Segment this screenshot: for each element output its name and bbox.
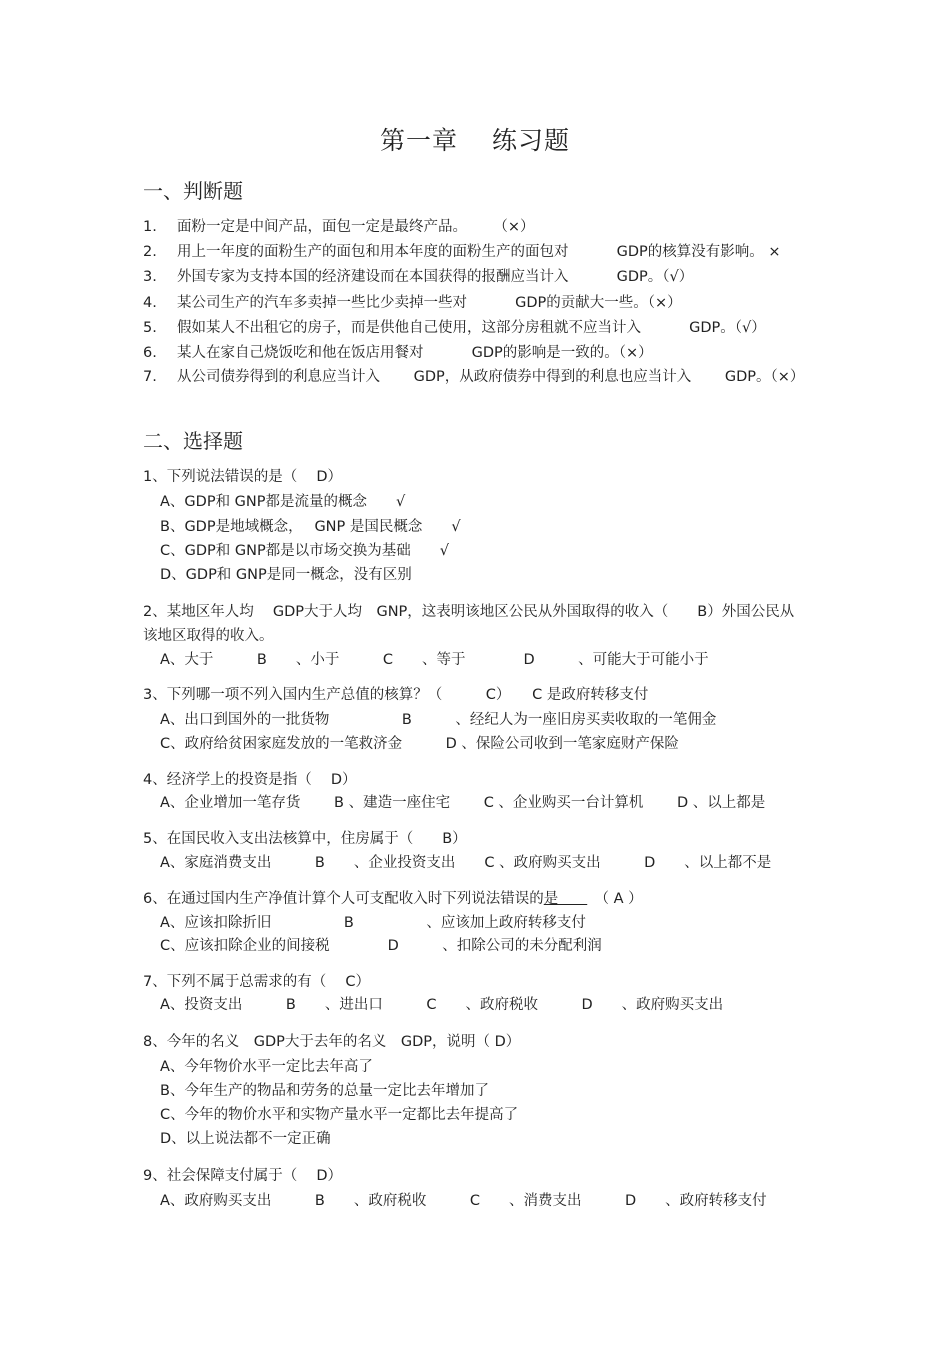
question-8: 8、今年的名义 GDP大于去年的名义 GDP，说明（ D） <box>143 1034 521 1050</box>
chapter-title <box>0 121 950 161</box>
question-6 <box>143 888 823 910</box>
judgement-item-5 <box>143 317 823 339</box>
question-6-options-cd: C、应该扣除企业的间接税 D 、扣除公司的未分配利润 <box>160 938 602 954</box>
item-number: 4. <box>143 295 157 311</box>
question-7-options: A、投资支出 B 、进出口 C 、政府税收 D 、政府购买支出 <box>160 997 724 1013</box>
question-9-options: A、政府购买支出 B 、政府税收 C 、消费支出 D 、政府转移支付 <box>160 1193 767 1209</box>
section-heading-judgement: 一、判断题 <box>143 179 243 203</box>
item-text: 某公司生产的汽车多卖掉一些比少卖掉一些对 GDP的贡献大一些。（×） <box>177 295 682 311</box>
item-number: 3. <box>143 269 157 285</box>
question-7: 7、下列不属于总需求的有（ C） <box>143 974 370 990</box>
question-1-option-b: B、GDP是地域概念， GNP 是国民概念 √ <box>160 519 461 535</box>
item-text: 外国专家为支持本国的经济建设而在本国获得的报酬应当计入 GDP。（√） <box>177 269 694 285</box>
item-number: 2. <box>143 244 157 260</box>
item-text: 某人在家自己烧饭吃和他在饭店用餐对 GDP的影响是一致的。（×） <box>177 345 653 361</box>
question-6-answer: （ A ） <box>587 891 643 907</box>
item-text: 面粉一定是中间产品，面包一定是最终产品。 （×） <box>177 219 535 235</box>
question-8-option-a: A、今年物价水平一定比去年高了 <box>160 1059 373 1075</box>
judgement-item-3 <box>143 266 823 288</box>
judgement-item-2 <box>143 241 823 263</box>
question-6-options-ab: A、应该扣除折旧 B 、应该加上政府转移支付 <box>160 915 586 931</box>
question-1-option-c: C、GDP和 GNP都是以市场交换为基础 √ <box>160 543 449 559</box>
question-3-options-ab: A、出口到国外的一批货物 B 、经纪人为一座旧房买卖收取的一笔佣金 <box>160 712 717 728</box>
question-1-option-d: D、GDP和 GNP是同一概念，没有区别 <box>160 567 412 583</box>
question-2: 2、某地区年人均 GDP大于人均 GNP，这表明该地区公民从外国取得的收入（ B）外国公民从 <box>143 604 795 620</box>
question-6-text: 6、在通过国内生产净值计算个人可支配收入时下列说法错误的 <box>143 891 544 907</box>
question-4: 4、经济学上的投资是指（ D） <box>143 772 357 788</box>
item-number: 5. <box>143 320 157 336</box>
question-6-underlined: 是 <box>543 891 588 907</box>
judgement-item-1 <box>143 216 823 238</box>
item-text: 从公司债券得到的利息应当计入 GDP，从政府债券中得到的利息也应当计入 GDP。（×） <box>177 369 805 385</box>
item-number: 6. <box>143 345 157 361</box>
question-4-options: A、企业增加一笔存货 B 、建造一座住宅 C 、企业购买一台计算机 D 、以上都是 <box>160 795 766 811</box>
question-9: 9、社会保障支付属于（ D） <box>143 1168 342 1184</box>
question-8-option-c: C、今年的物价水平和实物产量水平一定都比去年提高了 <box>160 1107 519 1123</box>
item-number: 1. <box>143 219 157 235</box>
question-3-options-cd: C、政府给贫困家庭发放的一笔救济金 D 、保险公司收到一笔家庭财产保险 <box>160 736 679 752</box>
chapter-title-part1: 第一章 <box>379 126 458 155</box>
question-1-option-a: A、GDP和 GNP都是流量的概念 √ <box>160 494 406 510</box>
question-5: 5、在国民收入支出法核算中，住房属于（ B） <box>143 831 467 847</box>
question-2-continued: 该地区取得的收入。 <box>143 628 274 644</box>
judgement-item-4 <box>143 292 823 314</box>
question-3: 3、下列哪一项不列入国内生产总值的核算？（ C） C 是政府转移支付 <box>143 687 649 703</box>
judgement-item-7 <box>143 366 823 388</box>
judgement-item-6 <box>143 342 823 364</box>
chapter-title-part2: 练习题 <box>492 126 571 155</box>
section-heading-choice: 二、选择题 <box>143 429 243 453</box>
item-number: 7. <box>143 369 157 385</box>
item-text: 假如某人不出租它的房子，而是供他自己使用，这部分房租就不应当计入 GDP。（√） <box>177 320 766 336</box>
question-8-option-b: B、今年生产的物品和劳务的总量一定比去年增加了 <box>160 1083 489 1099</box>
question-8-option-d: D、以上说法都不一定正确 <box>160 1131 331 1147</box>
item-text: 用上一年度的面粉生产的面包和用本年度的面粉生产的面包对 GDP的核算没有影响。 × <box>177 244 781 260</box>
question-1: 1、下列说法错误的是（ D） <box>143 469 342 485</box>
question-2-options: A、大于 B 、小于 C 、等于 D 、可能大于可能小于 <box>160 652 709 668</box>
question-5-options: A、家庭消费支出 B 、企业投资支出 C 、政府购买支出 D 、以上都不是 <box>160 855 772 871</box>
